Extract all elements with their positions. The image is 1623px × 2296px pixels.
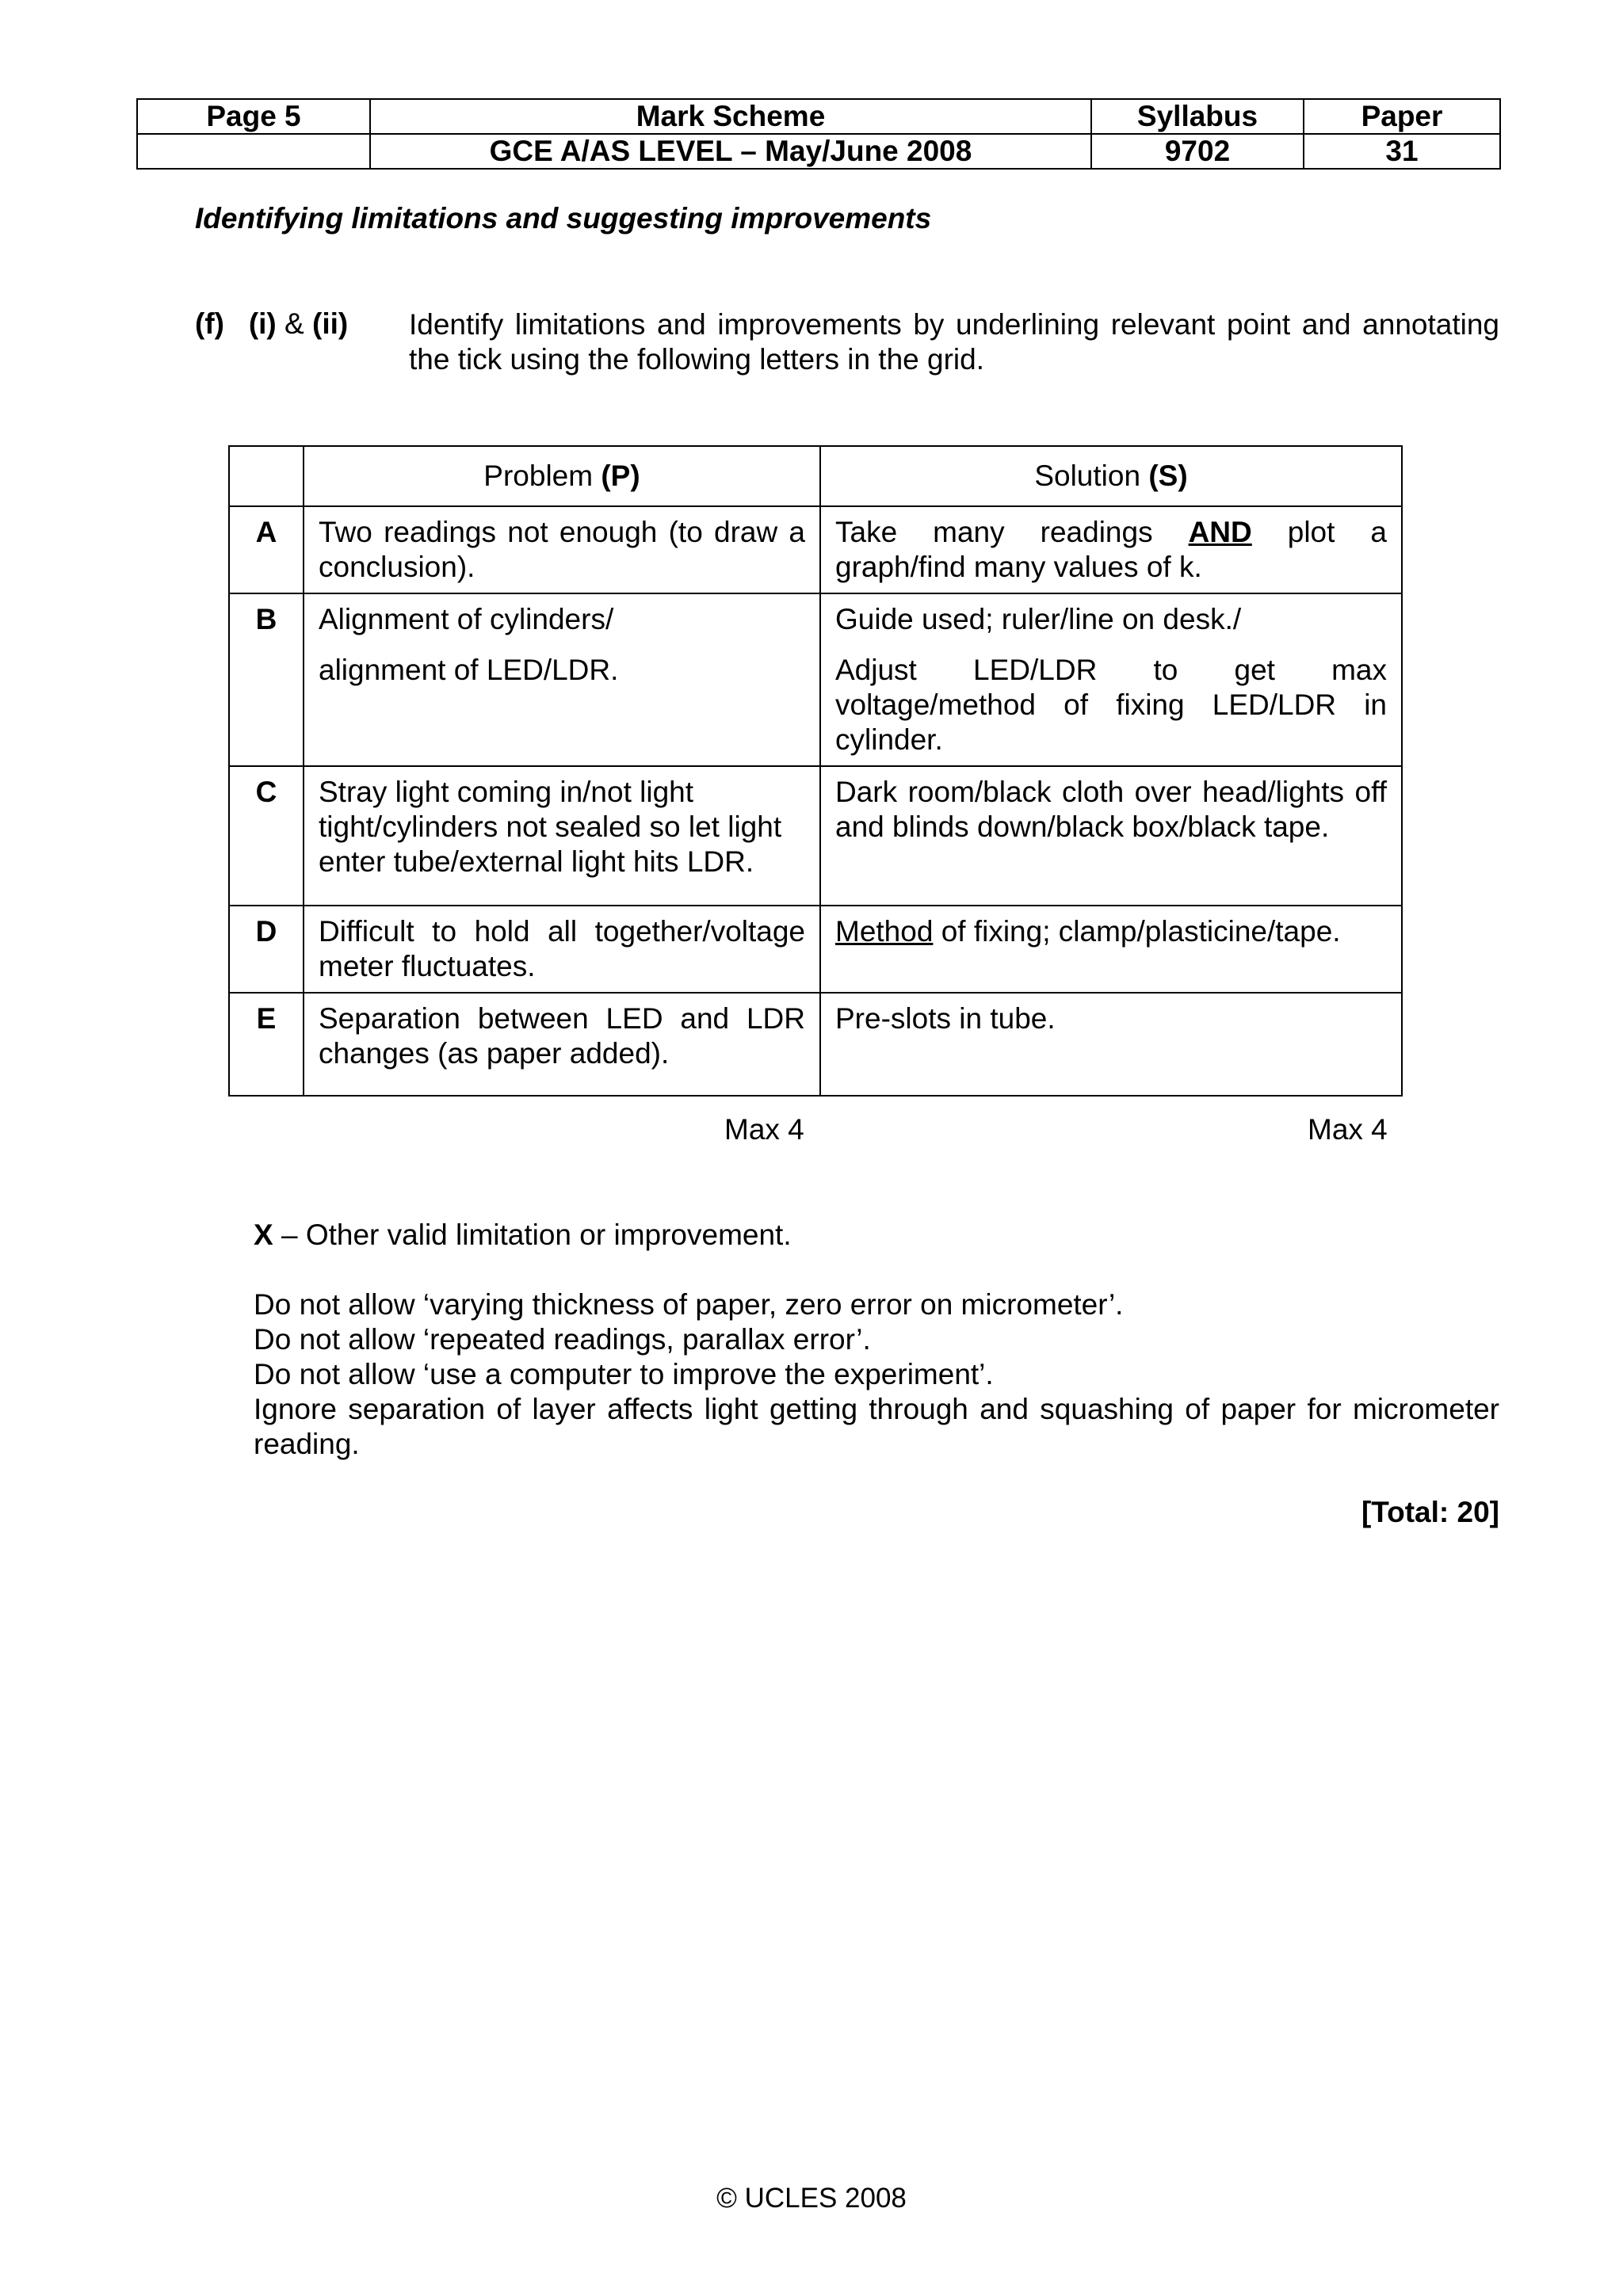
document-type: Mark Scheme: [370, 99, 1091, 134]
section-title: Identifying limitations and suggesting improvements: [195, 202, 932, 235]
solution-text-part: of fixing; clamp/plasticine/tape.: [933, 915, 1341, 948]
x-note-text: – Other valid limitation or improvement.: [273, 1219, 792, 1251]
max-problem-marks: Max 4: [724, 1113, 804, 1146]
solution-text-part: Take many readings: [835, 516, 1189, 548]
solution-header-text: Solution: [1034, 460, 1149, 492]
note-line: Do not allow ‘repeated readings, parallax error’.: [254, 1323, 871, 1356]
solution-emphasis: AND: [1188, 516, 1252, 548]
header-row-2: [137, 134, 1500, 169]
paper-label: Paper: [1304, 99, 1500, 134]
solution-text: [835, 914, 1387, 949]
x-note: [254, 1219, 792, 1252]
solution-cell: [820, 906, 1402, 993]
notes-block: [254, 1287, 1499, 1462]
problem-header-text: Problem: [483, 460, 601, 492]
x-note-letter: X: [254, 1219, 273, 1251]
table-row: [229, 766, 1402, 906]
problem-cell: [304, 906, 820, 993]
problem-text: Two readings not enough (to draw a conclusion).: [319, 516, 805, 583]
note-line: Ignore separation of layer affects light getting through and squashing of paper for micrometer reading.: [254, 1393, 1499, 1460]
problem-header-code: (P): [601, 460, 640, 492]
solution-cell: [820, 993, 1402, 1096]
solution-underlined-word: Method: [835, 915, 934, 948]
table-row: [229, 593, 1402, 766]
solution-text: [835, 515, 1387, 585]
page-number: Page 5: [137, 99, 370, 134]
problem-text: Separation between LED and LDR changes (as paper added).: [319, 1002, 805, 1070]
part-f-label: (f): [195, 307, 224, 340]
exam-title: GCE A/AS LEVEL – May/June 2008: [370, 134, 1091, 169]
solution-cell: [820, 593, 1402, 766]
syllabus-label: Syllabus: [1091, 99, 1304, 134]
header-table: [136, 98, 1501, 170]
part-ii-label: (ii): [312, 307, 349, 340]
row-letter: D: [229, 906, 304, 993]
row-letter: B: [229, 593, 304, 766]
copyright-footer: © UCLES 2008: [716, 2183, 907, 2214]
solution-text-part: plot a graph/find many values of k.: [835, 516, 1387, 583]
problem-text: Difficult to hold all together/voltage meter fluctuates.: [319, 915, 805, 982]
part-label: [195, 307, 348, 341]
limitations-table: [228, 445, 1403, 1097]
solution-text: Guide used; ruler/line on desk./: [835, 603, 1242, 635]
paper-number: 31: [1304, 134, 1500, 169]
total-marks: [Total: 20]: [1361, 1496, 1499, 1528]
solution-cell: [820, 506, 1402, 593]
note-line: Do not allow ‘varying thickness of paper, zero error on micrometer’.: [254, 1288, 1124, 1321]
note-line: Do not allow ‘use a computer to improve the experiment’.: [254, 1358, 994, 1390]
problem-text: Stray light coming in/not light tight/cylinders not sealed so let light enter tube/external light hits LDR.: [319, 776, 782, 878]
solution-header-code: (S): [1148, 460, 1188, 492]
header-row-1: [137, 99, 1500, 134]
problem-header: [304, 446, 820, 506]
problem-cell: [304, 506, 820, 593]
syllabus-code: 9702: [1091, 134, 1304, 169]
problem-cell: [304, 993, 820, 1096]
letter-header-cell: [229, 446, 304, 506]
row-letter: C: [229, 766, 304, 906]
table-row: [229, 506, 1402, 593]
problem-cell: [304, 593, 820, 766]
solution-header: [820, 446, 1402, 506]
header-empty-cell: [137, 134, 370, 169]
row-letter: A: [229, 506, 304, 593]
row-letter: E: [229, 993, 304, 1096]
part-instruction: Identify limitations and improvements by underlining relevant point and annotating the tick using the following letters in the grid.: [409, 308, 1499, 376]
table-row: [229, 906, 1402, 993]
solution-text: Dark room/black cloth over head/lights off and blinds down/black box/black tape.: [835, 776, 1387, 843]
max-solution-marks: Max 4: [1308, 1113, 1388, 1146]
part-i-label: (i): [248, 307, 277, 340]
solution-text: Pre-slots in tube.: [835, 1002, 1056, 1035]
table-row: [229, 993, 1402, 1096]
problem-text: alignment of LED/LDR.: [319, 654, 619, 686]
solution-text: Adjust LED/LDR to get max voltage/method of fixing LED/LDR in cylinder.: [835, 654, 1387, 756]
problem-text: Alignment of cylinders/: [319, 603, 614, 635]
solution-cell: [820, 766, 1402, 906]
part-ampersand: &: [276, 307, 312, 340]
table-header-row: [229, 446, 1402, 506]
problem-cell: [304, 766, 820, 906]
